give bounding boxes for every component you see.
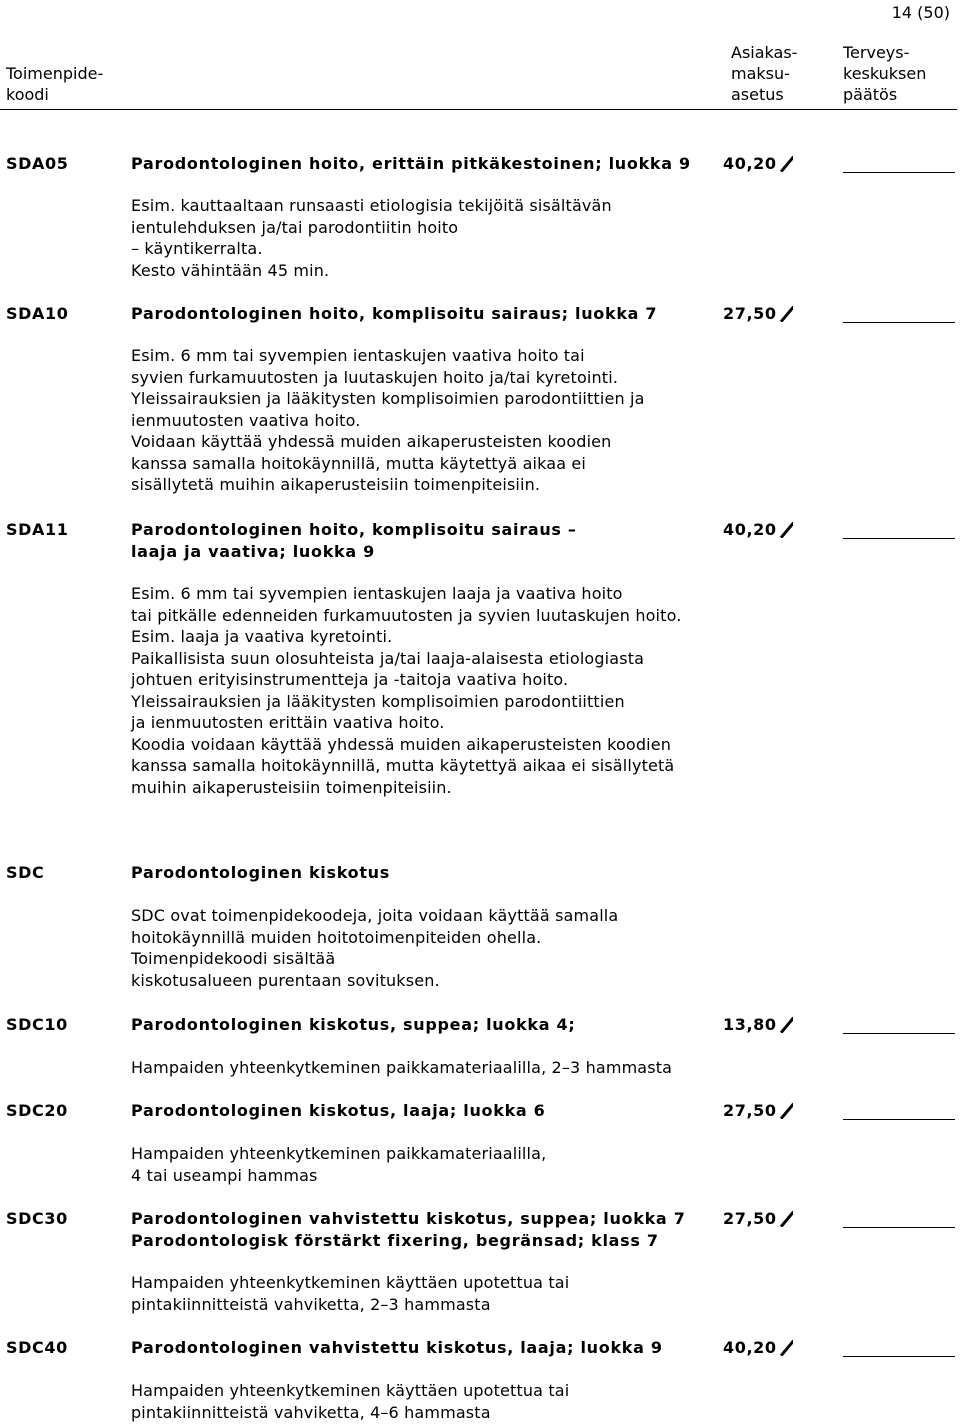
description-line: 4 tai useampi hammas bbox=[131, 1165, 318, 1185]
description-line: kanssa samalla hoitokäynnillä, mutta käytettyä aikaa ei sisällytetä bbox=[131, 756, 675, 775]
section-title-line: Parodontologinen kiskotus bbox=[131, 863, 390, 882]
description-line: Esim. laaja ja vaativa kyretointi. bbox=[131, 627, 393, 646]
checkmark-icon bbox=[779, 1340, 793, 1356]
checkmark-icon bbox=[779, 1103, 793, 1119]
header-decision-line: päätös bbox=[843, 85, 898, 104]
procedure-title-line: Parodontologinen hoito, komplisoitu sairaus – bbox=[131, 520, 577, 539]
header-code-line: Toimenpide- bbox=[6, 64, 104, 83]
description-line: Yleissairauksien ja lääkitysten komplisoimien parodontiittien bbox=[131, 691, 625, 711]
description-line: johtuen erityisinstrumentteja ja -taitoja vaativa hoito. bbox=[131, 670, 569, 689]
header-fee-column bbox=[731, 42, 797, 105]
procedure-code: SDC10 bbox=[6, 1015, 68, 1034]
procedure-description bbox=[131, 345, 771, 496]
header-decision-line: Terveys- bbox=[843, 43, 910, 62]
procedure-description bbox=[131, 1057, 771, 1079]
procedure-title-line: Parodontologinen kiskotus, laaja; luokka 6 bbox=[131, 1101, 546, 1120]
description-line: Koodia voidaan käyttää yhdessä muiden aikaperusteisten koodien bbox=[131, 734, 672, 754]
procedure-title-line: Parodontologinen hoito, komplisoitu sairaus; luokka 7 bbox=[131, 304, 658, 323]
checkmark-icon bbox=[779, 156, 793, 172]
description-line: sisällytetä muihin aikaperusteisiin toimenpiteisiin. bbox=[131, 475, 541, 494]
procedure-title bbox=[131, 1337, 663, 1359]
checkmark-icon bbox=[779, 306, 793, 322]
procedure-title-line: Parodontologinen vahvistettu kiskotus, suppea; luokka 7 bbox=[131, 1209, 686, 1228]
procedure-title-line: Parodontologinen hoito, erittäin pitkäkestoinen; luokka 9 bbox=[131, 154, 691, 173]
decision-blank-line bbox=[843, 1227, 955, 1228]
description-line: ientulehduksen ja/tai parodontiitin hoito bbox=[131, 217, 459, 237]
section-code: SDC bbox=[6, 863, 45, 882]
procedure-title bbox=[131, 1100, 546, 1122]
header-fee-line: asetus bbox=[731, 85, 784, 104]
header-decision-line: keskuksen bbox=[843, 64, 927, 83]
description-line: kanssa samalla hoitokäynnillä, mutta käytettyä aikaa ei bbox=[131, 453, 587, 473]
decision-blank-line bbox=[843, 1119, 955, 1120]
procedure-title-line: Parodontologinen vahvistettu kiskotus, laaja; luokka 9 bbox=[131, 1338, 663, 1357]
description-line: – käyntikerralta. bbox=[131, 239, 263, 258]
decision-blank-line bbox=[843, 322, 955, 323]
procedure-title bbox=[131, 153, 691, 175]
description-line: tai pitkälle edenneiden furkamuutosten ja syvien luutaskujen hoito. bbox=[131, 605, 682, 625]
checkmark-icon bbox=[779, 1017, 793, 1033]
procedure-title bbox=[131, 1208, 686, 1251]
decision-blank-line bbox=[843, 1356, 955, 1357]
procedure-code: SDC20 bbox=[6, 1101, 68, 1120]
description-line: muihin aikaperusteisiin toimenpiteisiin. bbox=[131, 777, 452, 797]
header-divider bbox=[0, 109, 957, 110]
fee-amount: 27,50 bbox=[723, 1101, 777, 1120]
section-title bbox=[131, 862, 390, 884]
description-line: Hampaiden yhteenkytkeminen paikkamateriaalilla, bbox=[131, 1144, 547, 1163]
procedure-code: SDA11 bbox=[6, 520, 69, 539]
fee-amount: 27,50 bbox=[723, 1209, 777, 1228]
procedure-description bbox=[131, 1272, 771, 1315]
description-line: Hampaiden yhteenkytkeminen käyttäen upotettua tai bbox=[131, 1273, 570, 1292]
header-code-column bbox=[6, 63, 103, 105]
procedure-title-line: Parodontologisk förstärkt fixering, begränsad; klass 7 bbox=[131, 1230, 659, 1250]
checkmark-icon bbox=[779, 1211, 793, 1227]
fee-amount: 13,80 bbox=[723, 1015, 777, 1034]
procedure-code: SDC30 bbox=[6, 1209, 68, 1228]
section-description bbox=[131, 905, 771, 991]
description-line: ienmuutosten vaativa hoito. bbox=[131, 410, 361, 430]
description-line: Voidaan käyttää yhdessä muiden aikaperusteisten koodien bbox=[131, 432, 612, 451]
description-line: pintakiinnitteistä vahviketta, 2–3 hammasta bbox=[131, 1294, 491, 1314]
description-line: ja ienmuutosten erittäin vaativa hoito. bbox=[131, 713, 445, 732]
procedure-title bbox=[131, 519, 577, 562]
header-fee-line: maksu- bbox=[731, 64, 790, 83]
description-line: Kesto vähintään 45 min. bbox=[131, 260, 330, 280]
description-line: Hampaiden yhteenkytkeminen paikkamateriaalilla, 2–3 hammasta bbox=[131, 1058, 673, 1077]
procedure-description bbox=[131, 1143, 771, 1186]
procedure-description bbox=[131, 583, 771, 798]
decision-blank-line bbox=[843, 172, 955, 173]
header-decision-column bbox=[843, 42, 926, 105]
procedure-title bbox=[131, 1014, 575, 1036]
procedure-code: SDA10 bbox=[6, 304, 69, 323]
description-line: pintakiinnitteistä vahviketta, 4–6 hammasta bbox=[131, 1402, 491, 1422]
description-line: Paikallisista suun olosuhteista ja/tai laaja-alaisesta etiologiasta bbox=[131, 648, 645, 668]
fee-amount: 40,20 bbox=[723, 1338, 777, 1357]
procedure-title-line: laaja ja vaativa; luokka 9 bbox=[131, 541, 375, 561]
header-code-line: koodi bbox=[6, 85, 49, 104]
decision-blank-line bbox=[843, 1033, 955, 1034]
description-line: SDC ovat toimenpidekoodeja, joita voidaan käyttää samalla bbox=[131, 906, 619, 925]
header-fee-line: Asiakas- bbox=[731, 43, 798, 62]
procedure-code: SDA05 bbox=[6, 154, 69, 173]
description-line: Hampaiden yhteenkytkeminen käyttäen upotettua tai bbox=[131, 1381, 570, 1400]
fee-amount: 27,50 bbox=[723, 304, 777, 323]
procedure-title-line: Parodontologinen kiskotus, suppea; luokka 4; bbox=[131, 1015, 576, 1034]
description-line: syvien furkamuutosten ja luutaskujen hoito ja/tai kyretointi. bbox=[131, 367, 619, 387]
description-line: Esim. kauttaaltaan runsaasti etiologisia tekijöitä sisältävän bbox=[131, 196, 612, 215]
description-line: Toimenpidekoodi sisältää bbox=[131, 949, 336, 968]
page-number: 14 (50) bbox=[891, 3, 950, 22]
description-line: Esim. 6 mm tai syvempien ientaskujen laaja ja vaativa hoito bbox=[131, 584, 623, 603]
fee-amount: 40,20 bbox=[723, 520, 777, 539]
description-line: Yleissairauksien ja lääkitysten komplisoimien parodontiittien ja bbox=[131, 389, 645, 408]
procedure-description bbox=[131, 1380, 771, 1423]
checkmark-icon bbox=[779, 522, 793, 538]
fee-amount: 40,20 bbox=[723, 154, 777, 173]
procedure-code: SDC40 bbox=[6, 1338, 68, 1357]
decision-blank-line bbox=[843, 538, 955, 539]
description-line: kiskotusalueen purentaan sovituksen. bbox=[131, 970, 440, 990]
procedure-description bbox=[131, 195, 771, 281]
description-line: hoitokäynnillä muiden hoitotoimenpiteiden ohella. bbox=[131, 927, 542, 947]
description-line: Esim. 6 mm tai syvempien ientaskujen vaativa hoito tai bbox=[131, 346, 585, 365]
procedure-title bbox=[131, 303, 657, 325]
